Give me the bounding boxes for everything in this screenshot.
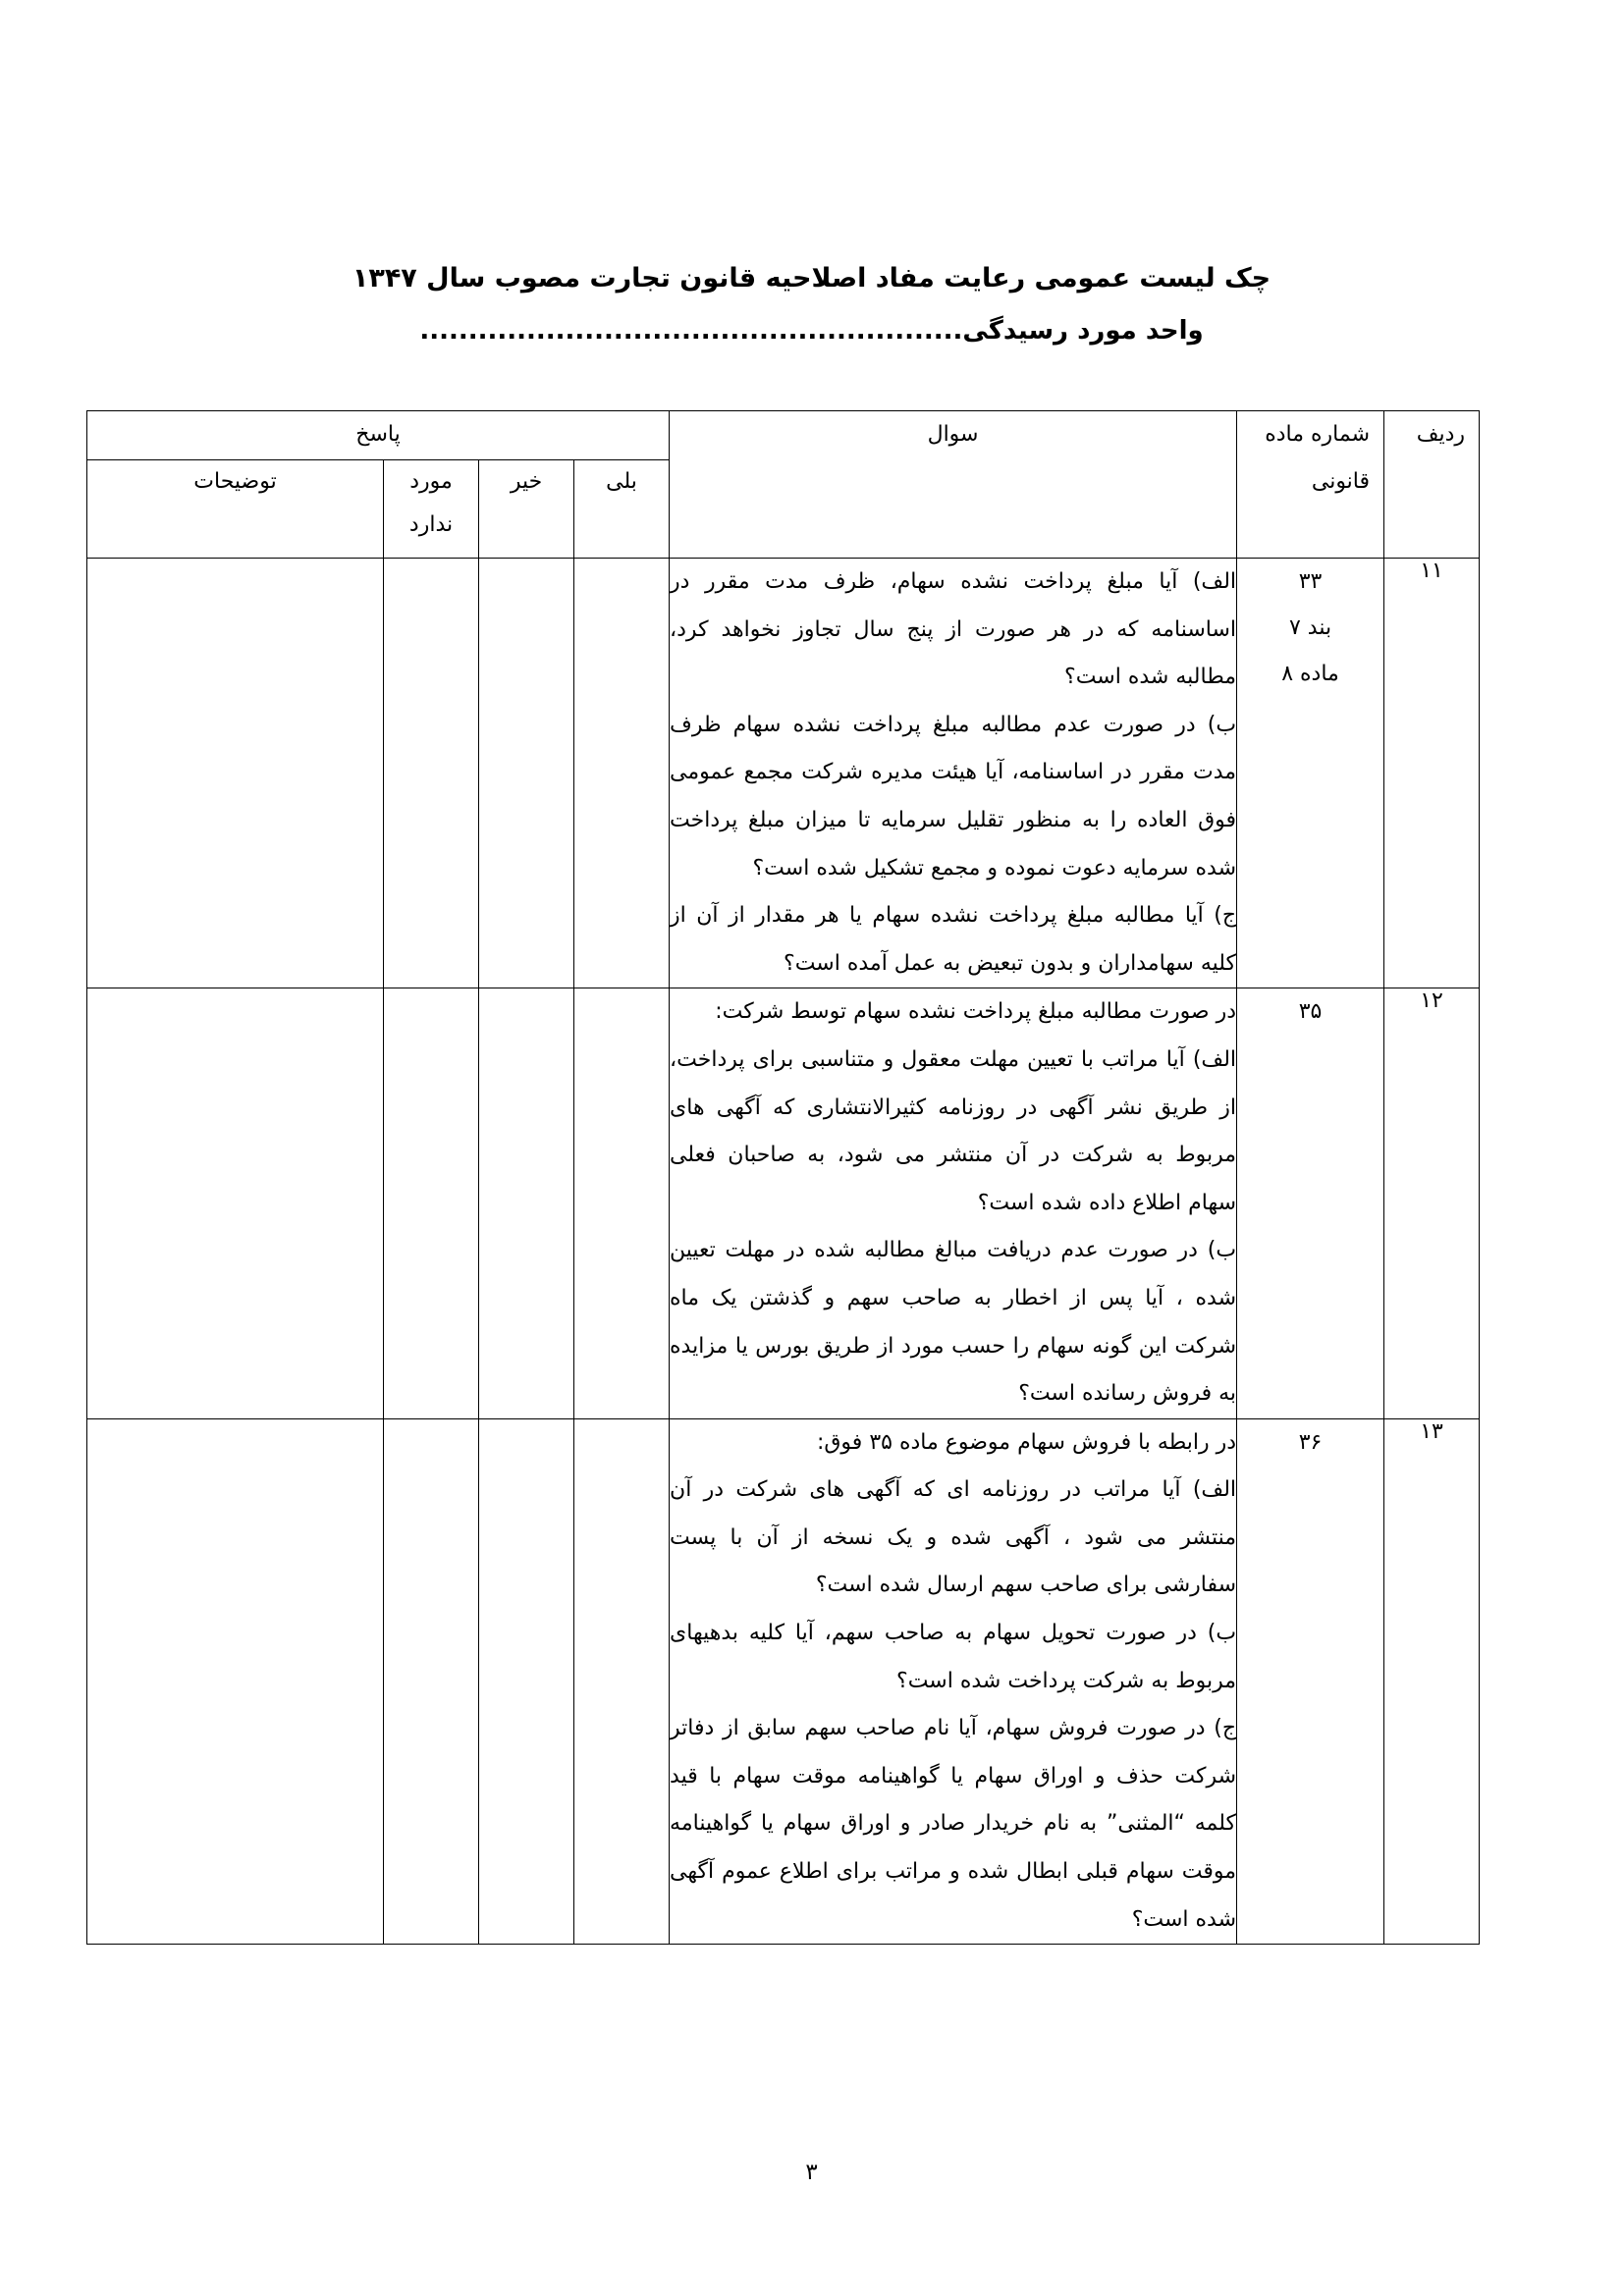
question-paragraph: در رابطه با فروش سهام موضوع ماده ۳۵ فوق: — [816, 1429, 1237, 1455]
question-paragraph: الف) آیا مراتب با تعیین مهلت معقول و متناسبی برای پرداخت، از طریق نشر آگهی در روزنامه کثیرالانتشاری که آگهی های مربوط به شرکت در آن منتشر می شود، به صاحبان فعلی سهام اطلاع داده شده است؟ — [670, 1046, 1237, 1215]
header-madde-line2: قانونی — [1311, 469, 1371, 494]
checklist-table — [86, 410, 1480, 1945]
page-title: چک لیست عمومی رعایت مفاد اصلاحیه قانون تجارت مصوب سال ۱۳۴۷ — [352, 263, 1271, 294]
table-row — [87, 559, 1480, 988]
question-paragraph: ج) آیا مطالبه مبلغ پرداخت نشده سهام یا هر مقدار از آن از کلیه سهامداران و بدون تبعیض به عمل آمده است؟ — [670, 903, 1237, 976]
notes-cell[interactable] — [87, 988, 384, 1418]
question-paragraph: ب) در صورت تحویل سهام به صاحب سهم، آیا کلیه بدهیهای مربوط به شرکت پرداخت شده است؟ — [670, 1621, 1237, 1693]
answer-na-cell[interactable] — [384, 1418, 479, 1945]
article-number — [1237, 559, 1384, 988]
header-row-1 — [87, 411, 1480, 460]
notes-cell[interactable] — [87, 559, 384, 988]
table-row — [87, 1418, 1480, 1945]
header-pasokh: پاسخ — [87, 411, 670, 460]
header-kheir: خیر — [479, 460, 574, 559]
answer-na-cell[interactable] — [384, 988, 479, 1418]
page-number: ۳ — [805, 2160, 818, 2185]
article-line: ۳۳ — [1298, 569, 1323, 594]
header-madde — [1237, 411, 1384, 559]
row-number: ۱۲ — [1384, 988, 1480, 1418]
answer-yes-cell[interactable] — [574, 559, 670, 988]
answer-no-cell[interactable] — [479, 988, 574, 1418]
page-subtitle: واحد مورد رسیدگی........................................................ — [419, 316, 1204, 346]
header-tozihat: توضیحات — [87, 460, 384, 559]
header-nadarad-line1: مورد — [409, 469, 453, 494]
question-paragraph: الف) آیا مراتب در روزنامه ای که آگهی های شرکت در آن منتشر می شود ، آگهی شده و یک نسخه از آن با پست سفارشی برای صاحب سهم ارسال شده است؟ — [670, 1477, 1237, 1598]
article-line: بند ۷ — [1288, 615, 1332, 640]
answer-no-cell[interactable] — [479, 1418, 574, 1945]
answer-yes-cell[interactable] — [574, 1418, 670, 1945]
question-paragraph: در صورت مطالبه مبلغ پرداخت نشده سهام توسط شرکت: — [715, 999, 1237, 1025]
article-line: ۳۵ — [1298, 999, 1323, 1025]
header-nadarad-line2: ندارد — [408, 512, 454, 537]
article-number — [1237, 1418, 1384, 1945]
table-row — [87, 988, 1480, 1418]
question-paragraph: ب) در صورت عدم مطالبه مبلغ پرداخت نشده سهام ظرف مدت مقرر در اساسنامه، آیا هیئت مدیره شرکت مجمع عمومی فوق العاده را به منظور تقلیل سرمایه تا میزان مبلغ پرداخت شده سرمایه دعوت نموده و مجمع تشکیل شده است؟ — [670, 712, 1237, 881]
article-number — [1237, 988, 1384, 1418]
question-paragraph: ب) در صورت عدم دریافت مبالغ مطالبه شده در مهلت تعیین شده ، آیا پس از اخطار به صاحب سهم و گذشتن یک ماه شرکت این گونه سهام را حسب مورد از طریق بورس یا مزایده به فروش رسانده است؟ — [670, 1238, 1237, 1407]
header-radif: ردیف — [1384, 411, 1480, 559]
question-paragraph: ج) در صورت فروش سهام، آیا نام صاحب سهم سابق از دفاتر شرکت حذف و اوراق سهام یا گواهینامه موقت سهام با قید کلمه “المثنی” به نام خریدار صادر و اوراق سهام یا گواهینامه موقت سهام قبلی ابطال شده و مراتب برای اطلاع عموم آگهی شده است؟ — [670, 1716, 1237, 1932]
header-nadarad — [384, 460, 479, 559]
answer-no-cell[interactable] — [479, 559, 574, 988]
notes-cell[interactable] — [87, 1418, 384, 1945]
row-number: ۱۳ — [1384, 1418, 1480, 1945]
question-cell — [670, 1418, 1237, 1945]
article-line: ۳۶ — [1298, 1429, 1323, 1455]
question-paragraph: الف) آیا مبلغ پرداخت نشده سهام، ظرف مدت مقرر در اساسنامه که در هر صورت از پنج سال تجاوز نخواهد کرد، مطالبه شده است؟ — [670, 569, 1237, 690]
answer-na-cell[interactable] — [384, 559, 479, 988]
header-bali: بلی — [574, 460, 670, 559]
header-soal: سوال — [670, 411, 1237, 559]
row-number: ۱۱ — [1384, 559, 1480, 988]
question-cell — [670, 988, 1237, 1418]
article-line: ماده ۸ — [1281, 662, 1339, 686]
header-madde-line1: شماره ماده — [1265, 422, 1371, 447]
answer-yes-cell[interactable] — [574, 988, 670, 1418]
question-cell — [670, 559, 1237, 988]
